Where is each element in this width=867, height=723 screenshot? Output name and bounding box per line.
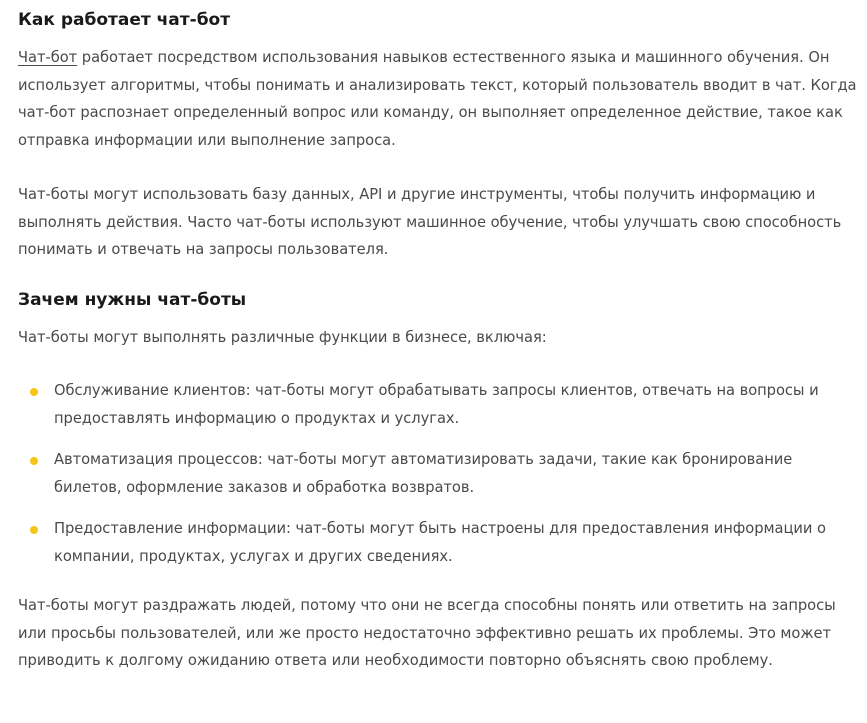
heading-why-chatbots: Зачем нужны чат-боты (18, 289, 247, 310)
functions-list (18, 377, 857, 570)
paragraph-functions-intro: Чат-боты могут выполнять различные функции в бизнесе, включая: (18, 328, 547, 346)
list-item-automation (18, 446, 857, 501)
paragraph-annoyance: Чат-боты могут раздражать людей, потому что они не всегда способны понять или ответить на запросы или просьбы пользователей, или же просто недостаточно эффективно решать их проблемы. Это может приводить к долгому ожиданию ответа или необходимости повторно объяснять свою проблему. (18, 597, 836, 669)
chatbot-link[interactable]: Чат-бот (18, 49, 78, 66)
heading-how-chatbot-works: Как работает чат-бот (18, 10, 231, 30)
list-item-text: Обслуживание клиентов: чат-боты могут обрабатывать запросы клиентов, отвечать на вопросы и предоставлять информацию о продуктах и услугах. (54, 382, 819, 427)
list-item-information (18, 515, 857, 570)
bullet-dot-icon (30, 457, 38, 465)
paragraph-how-it-works (18, 44, 857, 154)
list-item-customer-service (18, 377, 857, 432)
bullet-dot-icon (30, 526, 38, 534)
list-item-text: Предоставление информации: чат-боты могут быть настроены для предоставления информации о компании, продуктах, услугах и других сведениях. (54, 520, 826, 565)
list-item-text: Автоматизация процессов: чат-боты могут автоматизировать задачи, такие как бронирование билетов, оформление заказов и обработка возвратов. (54, 451, 793, 496)
paragraph-tools: Чат-боты могут использовать базу данных, API и другие инструменты, чтобы получить информацию и выполнять действия. Часто чат-боты используют машинное обучение, чтобы улучшать свою способность понимать и отвечать на запросы пользователя. (18, 186, 842, 258)
bullet-dot-icon (30, 388, 38, 396)
paragraph-how-it-works-text: работает посредством использования навыков естественного языка и машинного обучения. Он использует алгоритмы, чтобы понимать и анализировать текст, который пользователь вводит в чат. Когда чат-бот распознает определенный вопрос или команду, он выполняет определенное действие, такое как отправка информации или выполнение запроса. (18, 49, 857, 149)
